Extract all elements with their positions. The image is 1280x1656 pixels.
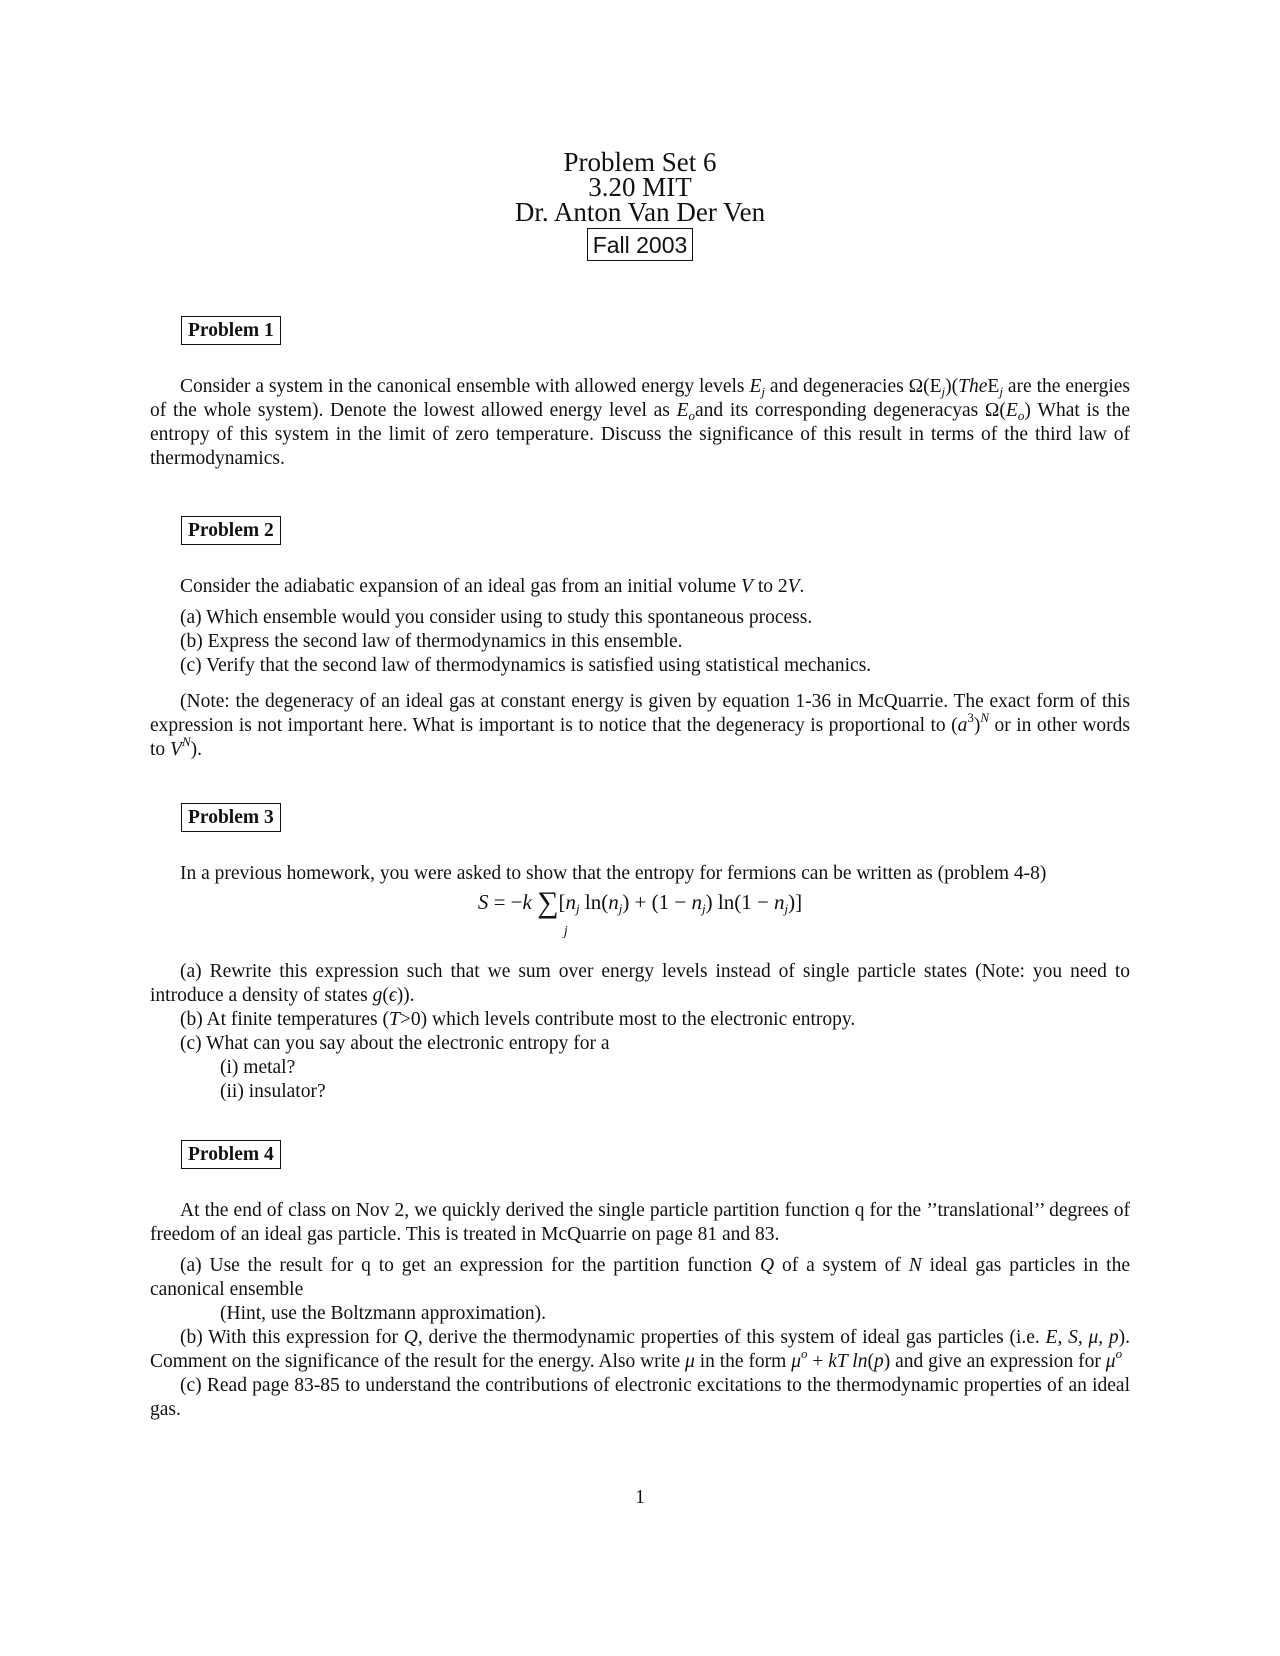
page-number: 1	[635, 1487, 645, 1508]
problem-1-body	[150, 375, 1130, 471]
problem-3-part-c-ii: (ii) insulator?	[220, 1081, 326, 1102]
problem-4-part-a: (a) Use the result for q to get an expression for the partition function Q of a system of N ideal gas particles in the canonical ensemble	[150, 1255, 1130, 1300]
problem-4-body	[150, 1199, 1130, 1422]
term-box: Fall 2003	[587, 228, 694, 261]
problem-2-part-a: (a) Which ensemble would you consider using to study this spontaneous process.	[180, 607, 813, 628]
problem-2-heading: Problem 2	[181, 516, 281, 545]
problem-4-intro: At the end of class on Nov 2, we quickly derived the single particle partition function q for the ’’translational’’ degrees of freedom of an ideal gas particle. This is treated in McQuarrie on page 81 and 83.	[150, 1200, 1130, 1245]
problem-3-part-c-i: (i) metal?	[220, 1057, 296, 1078]
problem-3-intro-block	[150, 862, 1130, 886]
problem-4-hint: (Hint, use the Boltzmann approximation).	[220, 1303, 547, 1324]
document-title: Problem Set 6	[563, 147, 717, 177]
problem-2-body	[150, 575, 1130, 762]
document-header	[0, 147, 1280, 261]
problem-1-paragraph: Consider a system in the canonical ensemble with allowed energy levels $E_j$ and degeneracies $\Omega(E_j)(TheE_j$ are the energies of the whole system). Denote the lowest allowed energy level as $E_oand$ its corresponding degeneracyas $\Omega(E_o)$ What is the entropy of this system in the limit of zero temperature. Discuss the significance of this result in terms of the third law of thermodynamics.	[150, 376, 1131, 469]
entropy-equation: S = −k $\sum[n_j$ $\ln(n_j) + (1 - n_j) \ln(1 - n_j)$] j	[477, 886, 803, 939]
instructor-name: Dr. Anton Van Der Ven	[514, 197, 766, 227]
problem-3-heading: Problem 3	[181, 803, 281, 832]
problem-2-part-c: (c) Verify that the second law of thermodynamics is satisfied using statistical mechanics.	[180, 655, 872, 676]
problem-3-part-a: (a) Rewrite this expression such that we sum over energy levels instead of single particle states (Note: you need to introduce a density of states g(ϵ)).	[150, 961, 1130, 1006]
problem-3-part-c: (c) What can you say about the electronic entropy for a	[180, 1033, 610, 1054]
problem-4-part-b: (b) With this expression for Q, derive the thermodynamic properties of this system of ideal gas particles (i.e. E, S, μ, p). Comment on the significance of the result for the energy. Also write μ in the form $\mu^o$ + kT ln(p) and give an expression for $\mu^o$	[150, 1327, 1131, 1372]
problem-4-part-c: (c) Read page 83-85 to understand the contributions of electronic excitations to the thermodynamic properties of an ideal gas.	[150, 1375, 1130, 1420]
problem-2-intro: Consider the adiabatic expansion of an ideal gas from an initial volume V to 2V.	[180, 576, 805, 597]
problem-1-heading: Problem 1	[181, 316, 281, 345]
course-number: 3.20 MIT	[588, 172, 692, 202]
problem-3-body	[150, 960, 1130, 1104]
problem-2-part-b: (b) Express the second law of thermodynamics in this ensemble.	[180, 631, 683, 652]
problem-2-note: (Note: the degeneracy of an ideal gas at constant energy is given by equation 1-36 in McQuarrie. The exact form of this expression is not important here. What is important is to notice that the degeneracy is proportional to $(a^3)^N$ or in other words to $V^N$).	[150, 691, 1131, 760]
problem-3-part-b: (b) At finite temperatures (T>0) which levels contribute most to the electronic entropy.	[180, 1009, 856, 1030]
problem-4-heading: Problem 4	[181, 1140, 281, 1169]
problem-3-intro: In a previous homework, you were asked to show that the entropy for fermions can be written as (problem 4-8)	[180, 863, 1047, 884]
